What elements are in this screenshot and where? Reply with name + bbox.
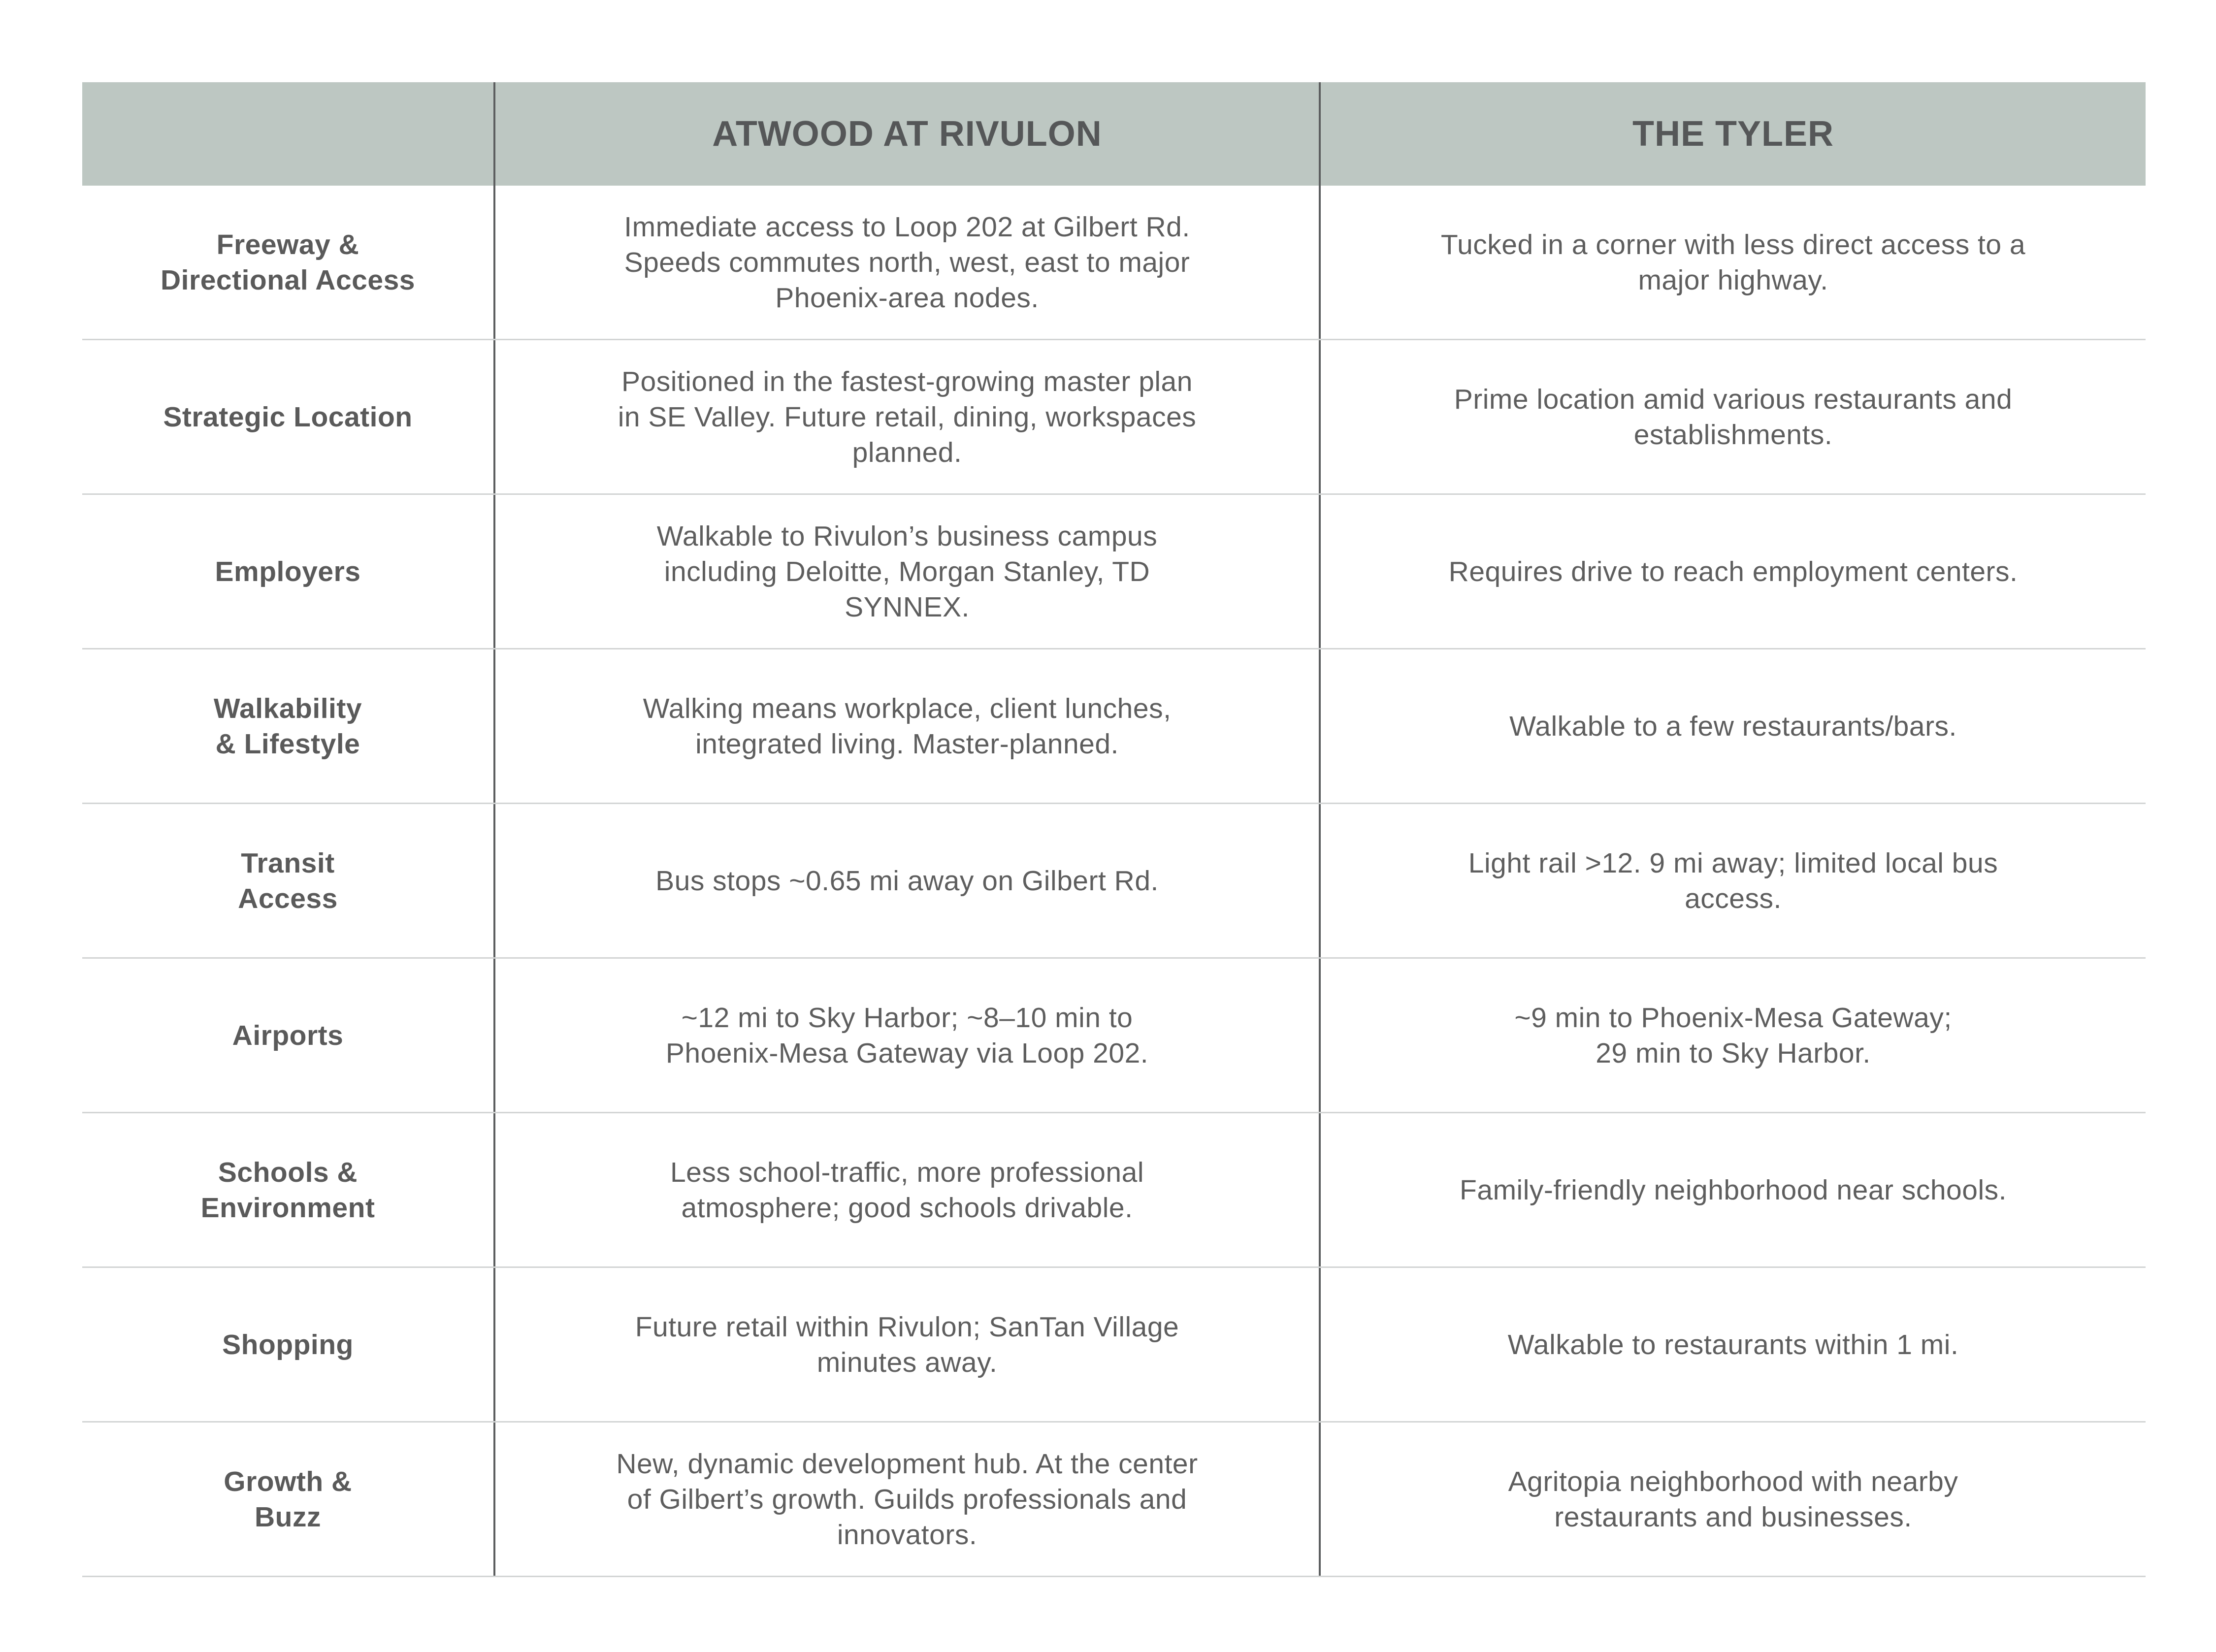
row-label: Shopping [82,1268,495,1421]
header-empty-cell [82,82,495,186]
row-label: Growth & Buzz [82,1423,495,1576]
atwood-cell: Positioned in the fastest-growing master plan in SE Valley. Future retail, dining, workspaces planned. [495,340,1321,493]
table-row [82,959,2146,1113]
tyler-cell: Family-friendly neighborhood near schools. [1460,1174,2007,1206]
tyler-cell: Prime location amid various restaurants and establishments. [1454,383,2013,451]
tyler-cell: Walkable to a few restaurants/bars. [1509,710,1957,742]
tyler-cell: Agritopia neighborhood with nearby restaurants and businesses. [1508,1465,1958,1533]
atwood-cell: Future retail within Rivulon; SanTan Village minutes away. [495,1268,1321,1421]
atwood-cell: Walkable to Rivulon’s business campus including Deloitte, Morgan Stanley, TD SYNNEX. [495,495,1321,648]
row-label: Walkability & Lifestyle [82,649,495,803]
row-label: Airports [82,959,495,1112]
tyler-cell: Requires drive to reach employment centers. [1448,555,2018,587]
atwood-cell: Bus stops ~0.65 mi away on Gilbert Rd. [495,804,1321,957]
table-header [82,82,2146,186]
table-row [82,1268,2146,1423]
tyler-cell: Walkable to restaurants within 1 mi. [1507,1328,1959,1360]
tyler-cell: Light rail >12. 9 mi away; limited local bus access. [1468,847,1998,914]
row-label: Transit Access [82,804,495,957]
tyler-cell: ~9 min to Phoenix-Mesa Gateway; 29 min to Sky Harbor. [1514,1002,1952,1069]
atwood-cell: Less school-traffic, more professional atmosphere; good schools drivable. [495,1113,1321,1266]
header-tyler: THE TYLER [1632,114,1834,154]
table-row [82,804,2146,959]
row-label: Employers [82,495,495,648]
atwood-cell: Immediate access to Loop 202 at Gilbert Rd. Speeds commutes north, west, east to major Phoenix-area nodes. [495,186,1321,339]
row-label: Schools & Environment [82,1113,495,1266]
comparison-table [82,82,2146,1577]
table-row [82,340,2146,495]
atwood-cell: Walking means workplace, client lunches, integrated living. Master-planned. [495,649,1321,803]
header-atwood: ATWOOD AT RIVULON [495,82,1321,186]
atwood-cell: ~12 mi to Sky Harbor; ~8–10 min to Phoenix-Mesa Gateway via Loop 202. [495,959,1321,1112]
table-row [82,495,2146,649]
row-label: Strategic Location [82,340,495,493]
table-row [82,1423,2146,1577]
row-label: Freeway & Directional Access [82,186,495,339]
table-row [82,186,2146,340]
table-row [82,649,2146,804]
atwood-cell: New, dynamic development hub. At the center of Gilbert’s growth. Guilds professionals and innovators. [495,1423,1321,1576]
table-row [82,1113,2146,1268]
tyler-cell: Tucked in a corner with less direct access to a major highway. [1440,228,2026,296]
